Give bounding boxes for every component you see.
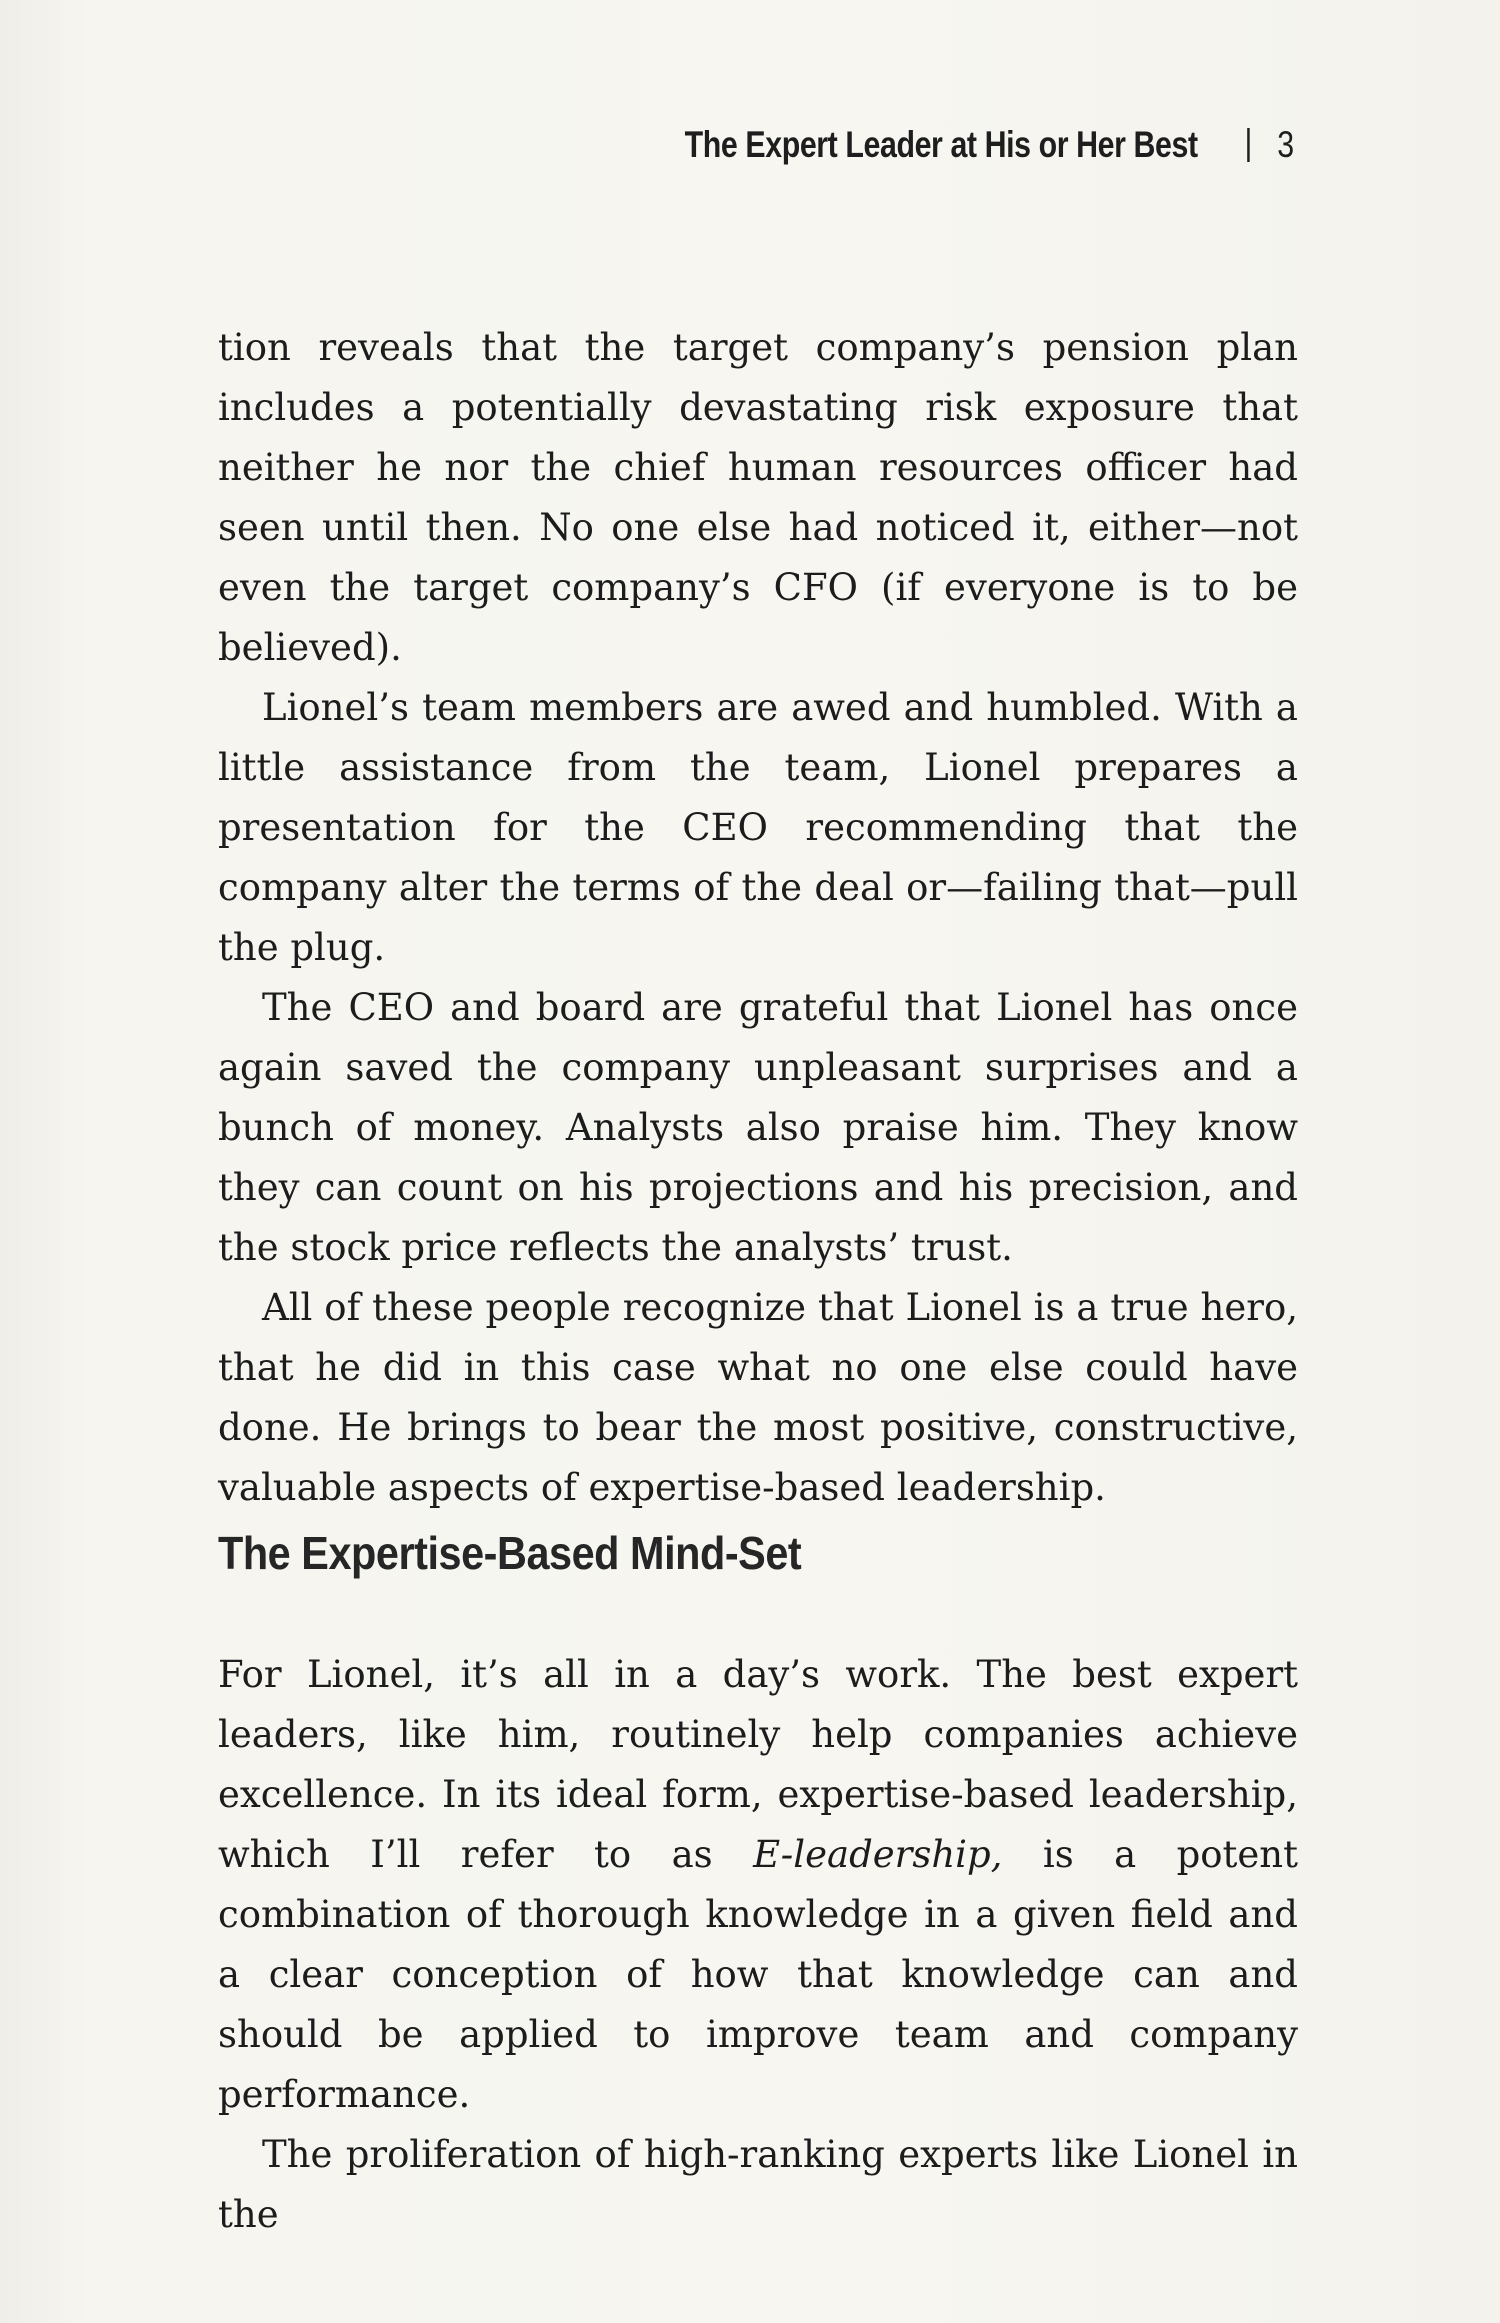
paragraph-text: is a potent combination of thorough knowledge in a given field and a clear conception of how that knowledge can and should be applied to improve team and company performance. (218, 1833, 1298, 2116)
section-heading: The Expertise-Based Mind-Set (218, 1527, 802, 1579)
paragraph: The proliferation of high-ranking experts like Lionel in the (218, 2133, 1298, 2236)
running-head-separator (1247, 128, 1249, 162)
body-text-section-one (218, 318, 1298, 1518)
body-text-section-two (218, 1645, 1298, 2245)
paragraph-text: For Lionel, it’s all in a day’s work. The best expert leaders, like him, routinely help companies achieve excellence. In its ideal form, expertise-based leadership, which I’ll refer to as (218, 1653, 1298, 1876)
paragraph: tion reveals that the target company’s pension plan includes a potentially devastating risk exposure that neither he nor the chief human resources officer had seen until then. No one else had noticed it, either—not even the target company’s CFO (if everyone is to be believed). (218, 326, 1298, 669)
paragraph (218, 1645, 1298, 2125)
page-number: 3 (1277, 124, 1294, 165)
paragraph: Lionel’s team members are awed and humbled. With a little assistance from the team, Lionel prepares a presentation for the CEO recommending that the company alter the terms of the deal or—failing that—pull the plug. (218, 686, 1298, 969)
running-head-title: The Expert Leader at His or Her Best (684, 124, 1198, 165)
paragraph: The CEO and board are grateful that Lionel has once again saved the company unpleasant surprises and a bunch of money. Analysts also praise him. They know they can count on his projections and his precision, and the stock price reflects the analysts’ trust. (218, 986, 1298, 1269)
emphasis-term: E-leadership, (753, 1833, 1003, 1876)
running-head (685, 124, 1294, 166)
paragraph: All of these people recognize that Lionel is a true hero, that he did in this case what no one else could have done. He brings to bear the most positive, constructive, valuable aspects of expertise-based leadership. (218, 1286, 1298, 1509)
